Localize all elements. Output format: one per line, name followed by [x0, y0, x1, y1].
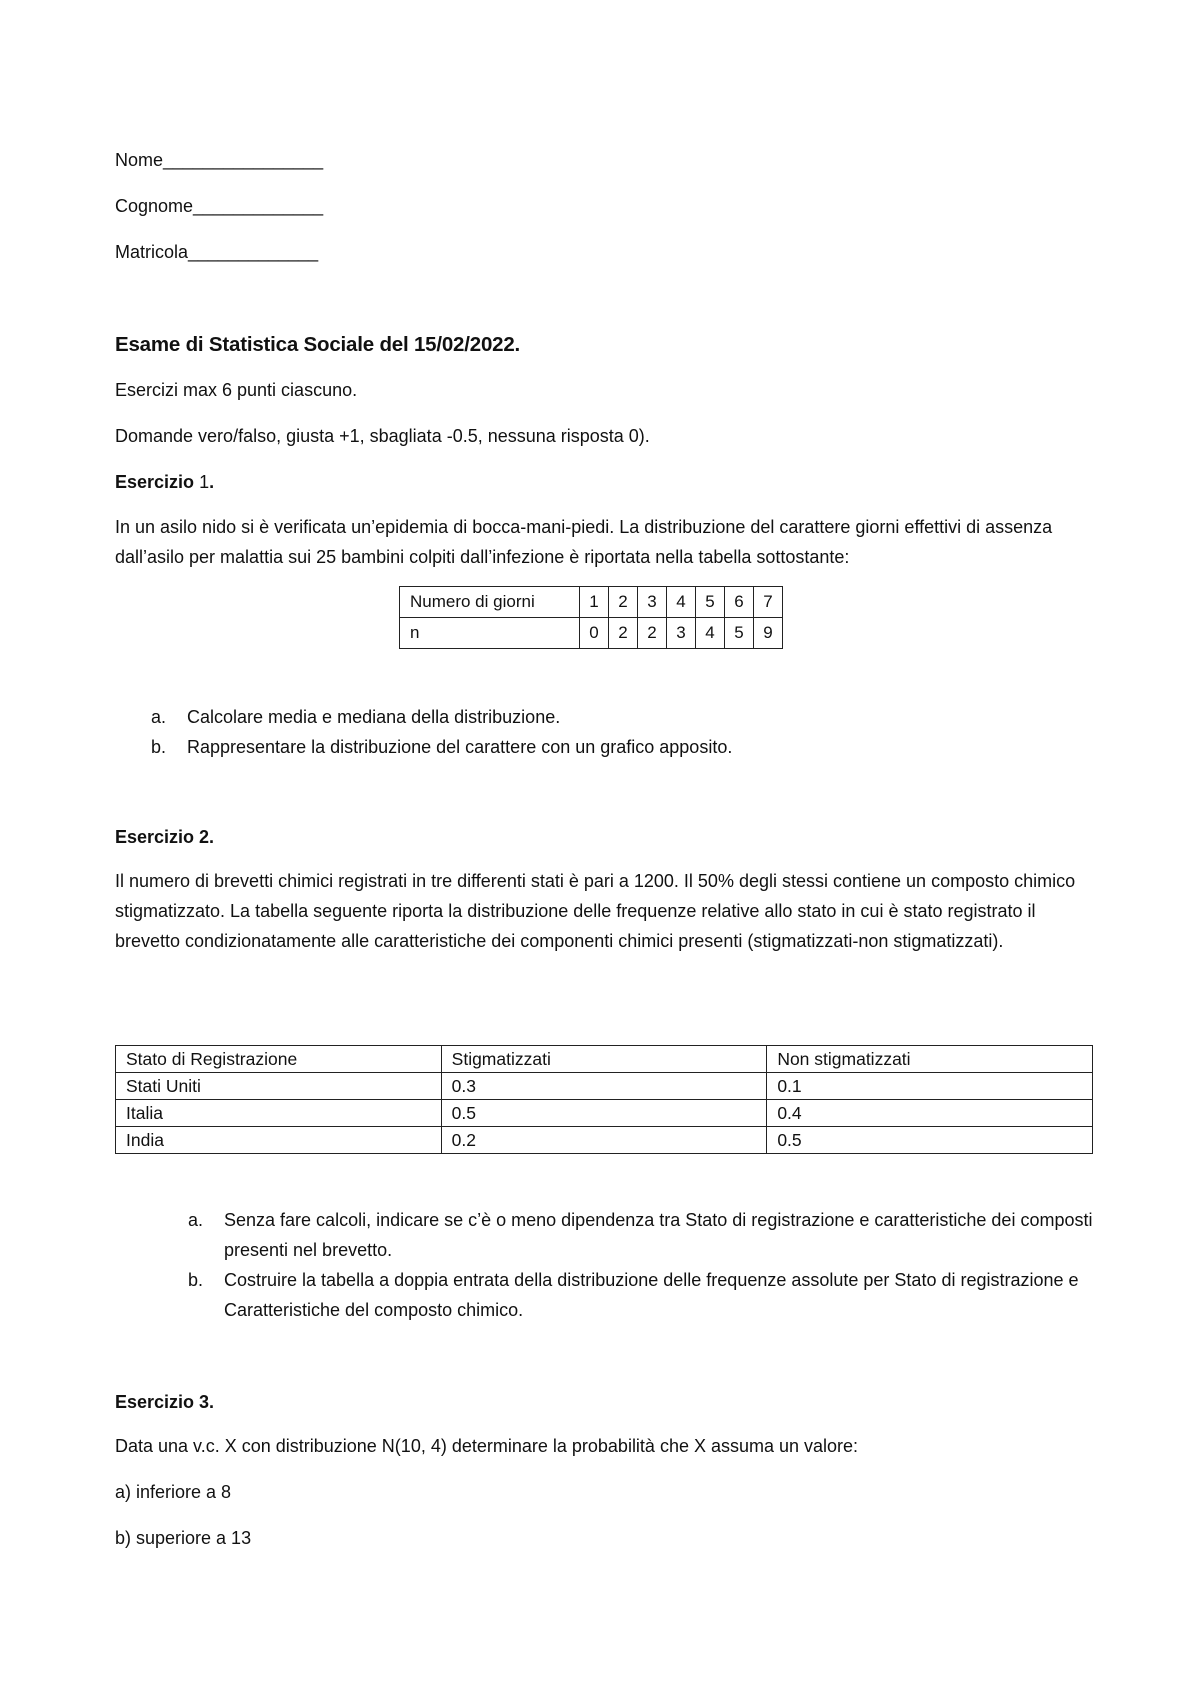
table-header-cell: Non stigmatizzati: [767, 1046, 1093, 1073]
table-cell: 0.1: [767, 1073, 1093, 1100]
exercise2-questions: [188, 1205, 1094, 1325]
exercise1-text: In un asilo nido si è verificata un’epidemia di bocca-mani-piedi. La distribuzione del carattere giorni effettivi di assenza dall’asilo per malattia sui 25 bambini colpiti dall’infezione è riportata nella tabella sottostante:: [115, 517, 1053, 567]
cognome-field: Cognome_____________: [115, 196, 324, 216]
exercise2-heading: Esercizio 2.: [115, 827, 215, 847]
table-header-row: [116, 1046, 1093, 1073]
table-cell: 3: [638, 587, 667, 618]
table-cell: Italia: [116, 1100, 442, 1127]
exercise3-text: Data una v.c. X con distribuzione N(10, 4) determinare la probabilità che X assuma un valore:: [115, 1436, 859, 1456]
rules-points: Esercizi max 6 punti ciascuno.: [115, 380, 358, 400]
list-marker: b.: [151, 737, 167, 757]
table-cell: 6: [725, 587, 754, 618]
table-cell: 7: [754, 587, 783, 618]
exam-title: Esame di Statistica Sociale del 15/02/2022.: [115, 333, 521, 356]
matricola-field: Matricola_____________: [115, 242, 319, 262]
list-item-text: Senza fare calcoli, indicare se c’è o meno dipendenza tra Stato di registrazione e caratteristiche dei composti presenti nel brevetto.: [224, 1210, 1093, 1260]
list-marker: b.: [188, 1270, 204, 1290]
table-header-cell: Stigmatizzati: [441, 1046, 767, 1073]
table-cell: 0.3: [441, 1073, 767, 1100]
exercise1-heading: [115, 469, 214, 495]
nome-field: Nome________________: [115, 150, 324, 170]
table-cell: Numero di giorni: [400, 587, 580, 618]
patents-relative-frequency-table: [115, 1045, 1093, 1154]
list-item-text: Rappresentare la distribuzione del carattere con un grafico apposito.: [187, 737, 733, 757]
table-cell: n: [400, 618, 580, 649]
exercise1-heading-word: Esercizio: [115, 472, 195, 492]
list-item: [188, 1265, 1094, 1325]
table-cell: 2: [609, 618, 638, 649]
table-cell: 9: [754, 618, 783, 649]
table-cell: 5: [725, 618, 754, 649]
table-cell: 0: [580, 618, 609, 649]
table-row: [116, 1100, 1093, 1127]
table-cell: Stati Uniti: [116, 1073, 442, 1100]
table-cell: 5: [696, 587, 725, 618]
list-item-text: Calcolare media e mediana della distribuzione.: [187, 707, 561, 727]
table-cell: 0.4: [767, 1100, 1093, 1127]
list-marker: a.: [188, 1210, 204, 1230]
exercise1-heading-number: 1: [199, 472, 210, 492]
table-row: [116, 1127, 1093, 1154]
days-frequency-table: [399, 586, 783, 649]
table-cell: 4: [696, 618, 725, 649]
table-row: [116, 1073, 1093, 1100]
table-cell: 0.5: [767, 1127, 1093, 1154]
table-cell: India: [116, 1127, 442, 1154]
list-item-text: Costruire la tabella a doppia entrata della distribuzione delle frequenze assolute per Stato di registrazione e Caratteristiche del composto chimico.: [224, 1270, 1079, 1320]
list-item: [188, 1205, 1094, 1265]
table-row: [400, 587, 783, 618]
exercise2-text: Il numero di brevetti chimici registrati in tre differenti stati è pari a 1200. Il 50% degli stessi contiene un composto chimico stigmatizzato. La tabella seguente riporta la distribuzione delle frequenze relative allo stato in cui è stato registrato il brevetto condizionatamente alle caratteristiche dei componenti chimici presenti (stigmatizzati-non stigmatizzati).: [115, 871, 1076, 951]
table-cell: 2: [638, 618, 667, 649]
list-item: [151, 702, 1087, 732]
table-cell: 4: [667, 587, 696, 618]
table-row: [400, 618, 783, 649]
rules-true-false: Domande vero/falso, giusta +1, sbagliata -0.5, nessuna risposta 0).: [115, 426, 650, 446]
exercise1-questions: [151, 702, 1087, 762]
table-cell: 3: [667, 618, 696, 649]
exercise3-item-a: a) inferiore a 8: [115, 1482, 232, 1502]
exercise3-heading: Esercizio 3.: [115, 1392, 215, 1412]
table-cell: 2: [609, 587, 638, 618]
table-cell: 1: [580, 587, 609, 618]
list-item: [151, 732, 1087, 762]
exercise3-item-b: b) superiore a 13: [115, 1528, 252, 1548]
table-cell: 0.2: [441, 1127, 767, 1154]
table-cell: 0.5: [441, 1100, 767, 1127]
exercise1-heading-dot: .: [209, 472, 215, 492]
list-marker: a.: [151, 707, 167, 727]
table-header-cell: Stato di Registrazione: [116, 1046, 442, 1073]
